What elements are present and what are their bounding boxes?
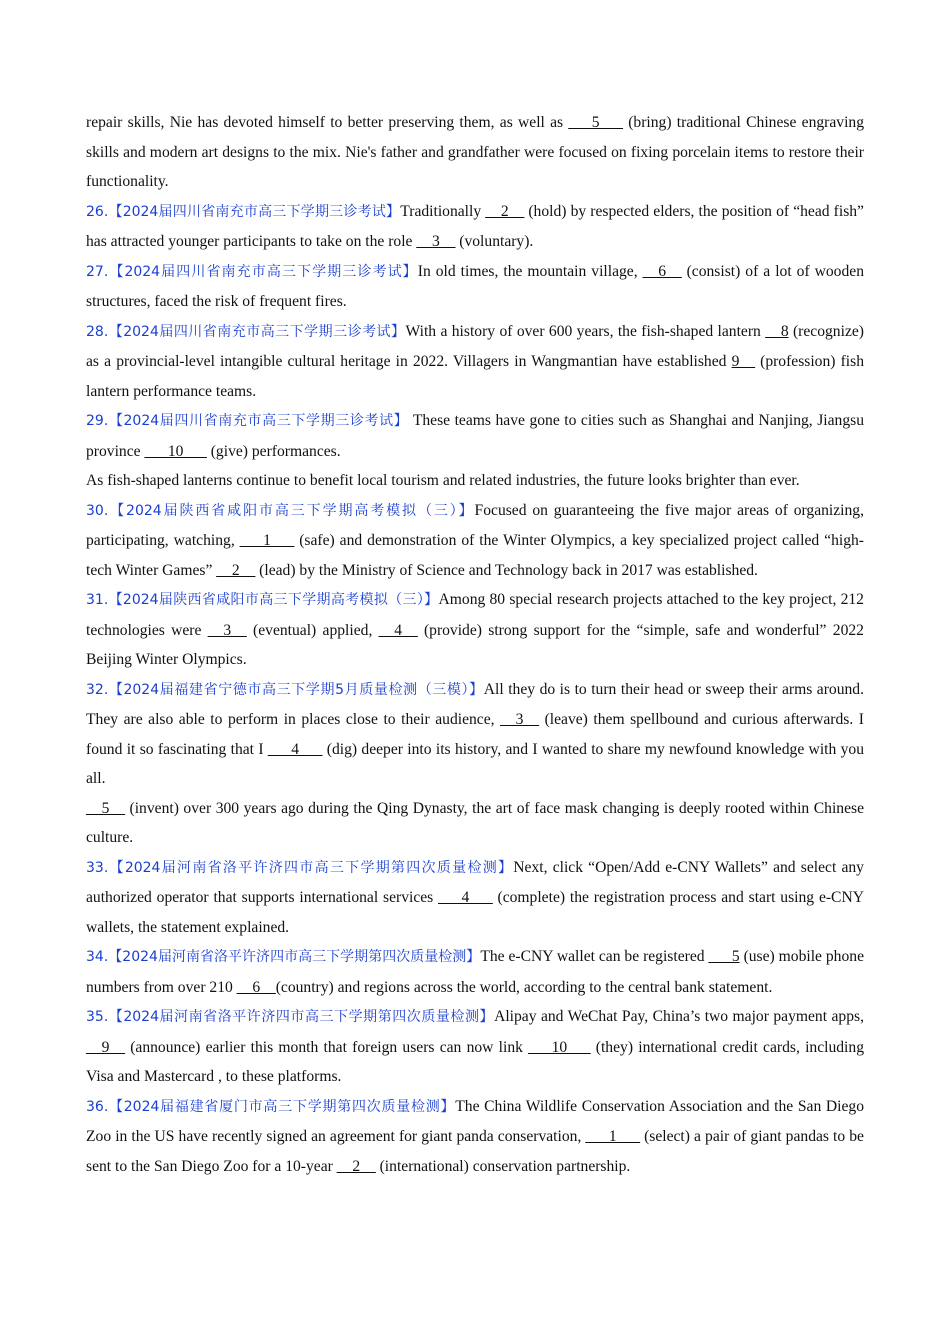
answer-blank: ___4___ [267, 740, 323, 758]
source-label: 【2024届陕西省咸阳市高三下学期高考模拟（三）】 [108, 502, 475, 519]
answer-blank: ___1___ [585, 1128, 640, 1145]
sentence-text: Traditionally [400, 202, 486, 220]
sentence-text: As fish-shaped lanterns continue to benefit local tourism and related industries, the future looks brighter than ever. [86, 472, 800, 489]
sentence-text: (complete) the registration process and start using e-CNY wallets, the statement explained. [86, 889, 864, 936]
question-number: 33. [86, 859, 109, 876]
answer-blank: ___5 [708, 948, 740, 965]
passage-text [86, 108, 864, 197]
answer-blank: ___4___ [438, 889, 493, 906]
question-number: 28. [86, 323, 109, 340]
sentence-text: (recognize) as a provincial-level intangible cultural heritage in 2022. Villagers in Wangmantian have established [86, 322, 864, 370]
sentence-text: (country) and regions across the world, according to the central bank statement. [275, 978, 773, 996]
answer-blank: 9__ [731, 353, 755, 370]
question-number: 36. [86, 1098, 109, 1115]
question-number: 35. [86, 1009, 109, 1025]
answer-blank: __2__ [485, 202, 525, 220]
sentence-text: (announce) earlier this month that foreign users can now link [124, 1038, 529, 1056]
sentence-text: These teams have gone to cities such as Shanghai and Nanjing, Jiangsu province [86, 412, 864, 460]
sentence-text: (profession) fish lantern performance teams. [86, 353, 865, 400]
question-number: 30. [86, 502, 109, 519]
question-number: 26. [86, 203, 109, 220]
question-item [86, 675, 864, 794]
question-item [86, 1092, 864, 1182]
sentence-text: (safe) and demonstration of the Winter Olympics, a key specialized project called “high-tech Winter Games” [86, 532, 864, 579]
question-item [86, 585, 864, 675]
question-source [86, 860, 513, 876]
answer-blank: ___10___ [528, 1038, 591, 1056]
question-source [86, 324, 406, 340]
sentence-text: (eventual) applied, [246, 621, 379, 639]
sentence-text: (voluntary). [455, 233, 534, 250]
answer-blank: ___10___ [144, 442, 207, 460]
answer-blank: __2__ [216, 561, 256, 579]
source-label: 【2024届四川省南充市高三下学期三诊考试】 [108, 263, 418, 280]
answer-blank: __5__ [86, 799, 125, 817]
source-label: 【2024届河南省洛平许济四市高三下学期第四次质量检测】 [108, 949, 481, 965]
question-item [86, 406, 864, 466]
sentence-text: (consist) of a lot of wooden structures, faced the risk of frequent fires. [86, 262, 864, 310]
sentence-text: Alipay and WeChat Pay, China’s two major payment apps, [494, 1008, 864, 1025]
source-label: 【2024届四川省南充市高三下学期三诊考试】 [108, 203, 401, 220]
answer-blank: ___5___ [568, 114, 623, 131]
answer-blank: __8 [765, 322, 789, 340]
question-number: 34. [86, 949, 109, 965]
source-label: 【2024届陕西省咸阳市高三下学期高考模拟（三）】 [108, 592, 439, 608]
sentence-text: (hold) by respected elders, the position of “head fish” has attracted younger participants to take on the role [86, 202, 864, 250]
source-label: 【2024届河南省洛平许济四市高三下学期第四次质量检测】 [108, 859, 514, 876]
sentence-text: (dig) deeper into its history, and I wanted to share my newfound knowledge with you all. [86, 740, 865, 787]
question-number: 32. [86, 681, 109, 698]
sentence-text: With a history of over 600 years, the fish-shaped lantern [405, 322, 766, 340]
sentence-text: Focused on guaranteeing the five major areas of organizing, participating, watching, [86, 501, 864, 549]
sentence-text: The China Wildlife Conservation Association and the San Diego Zoo in the US have recently signed an agreement for giant panda conservation, [86, 1097, 865, 1145]
sentence-text: All they do is to turn their head or sweep their arms around. They are also able to perform in places close to their audience, [86, 680, 864, 728]
source-label: 【2024届四川省南充市高三下学期三诊考试】 [108, 323, 406, 340]
sentence-text: (select) a pair of giant pandas to be sent to the San Diego Zoo for a 10-year [86, 1128, 864, 1175]
sentence-text: (international) conservation partnership. [375, 1157, 631, 1175]
question-item [86, 496, 864, 586]
answer-blank: __6__ [236, 978, 276, 996]
sentence-text: repair skills, Nie has devoted himself to better preserving them, as well as [86, 114, 569, 131]
question-source [86, 949, 480, 965]
passage-text [86, 794, 864, 853]
sentence-text: Next, click “Open/Add e-CNY Wallets” and select any authorized operator that supports international services [86, 858, 864, 906]
sentence-text: (provide) strong support for the “simple, safe and wonderful” 2022 Beijing Winter Olympics. [86, 621, 864, 668]
sentence-text: (invent) over 300 years ago during the Qing Dynasty, the art of face mask changing is deeply rooted within Chinese culture. [86, 799, 864, 846]
question-item [86, 853, 864, 943]
sentence-text: Among 80 special research projects attached to the key project, 212 technologies were [86, 591, 864, 639]
question-source [86, 204, 400, 220]
answer-blank: __2__ [336, 1157, 376, 1175]
question-source [86, 503, 475, 519]
question-number: 29. [86, 413, 109, 429]
question-source [86, 413, 408, 429]
sentence-text: (lead) by the Ministry of Science and Technology back in 2017 was established. [255, 561, 758, 579]
document-page [86, 108, 864, 1181]
question-source [86, 592, 439, 608]
source-label: 【2024届福建省宁德市高三下学期5月质量检测（三模）】 [108, 681, 484, 698]
answer-blank: __6__ [642, 262, 682, 280]
answer-blank: __3__ [207, 621, 247, 639]
question-source [86, 1099, 455, 1115]
answer-blank: __3__ [416, 233, 456, 250]
sentence-text: (bring) traditional Chinese engraving skills and modern art designs to the mix. Nie's father and grandfather were focused on fixing porcelain items to restore their functionality. [86, 114, 864, 190]
question-item [86, 317, 864, 407]
answer-blank: __3__ [500, 711, 540, 728]
question-item [86, 1002, 864, 1092]
answer-blank: __4__ [378, 621, 418, 639]
source-label: 【2024届福建省厦门市高三下学期第四次质量检测】 [108, 1098, 456, 1115]
sentence-text: (use) mobile phone numbers from over 210 [86, 948, 864, 996]
answer-blank: ___1___ [239, 532, 295, 549]
question-number: 31. [86, 592, 109, 608]
sentence-text: (leave) them spellbound and curious afterwards. I found it so fascinating that I [86, 711, 864, 758]
question-item [86, 257, 864, 317]
sentence-text: In old times, the mountain village, [417, 262, 643, 280]
sentence-text: (they) international credit cards, including Visa and Mastercard , to these platforms. [86, 1038, 864, 1085]
question-source [86, 264, 418, 280]
question-item [86, 942, 864, 1002]
passage-text [86, 466, 864, 496]
source-label: 【2024届河南省洛平许济四市高三下学期第四次质量检测】 [108, 1009, 495, 1025]
question-item [86, 197, 864, 257]
question-number: 27. [86, 263, 109, 280]
source-label: 【2024届四川省南充市高三下学期三诊考试】 [108, 413, 409, 429]
answer-blank: __9__ [86, 1038, 125, 1056]
question-source [86, 1009, 494, 1025]
sentence-text: (give) performances. [206, 442, 341, 460]
question-source [86, 682, 484, 698]
sentence-text: The e-CNY wallet can be registered [480, 948, 709, 965]
